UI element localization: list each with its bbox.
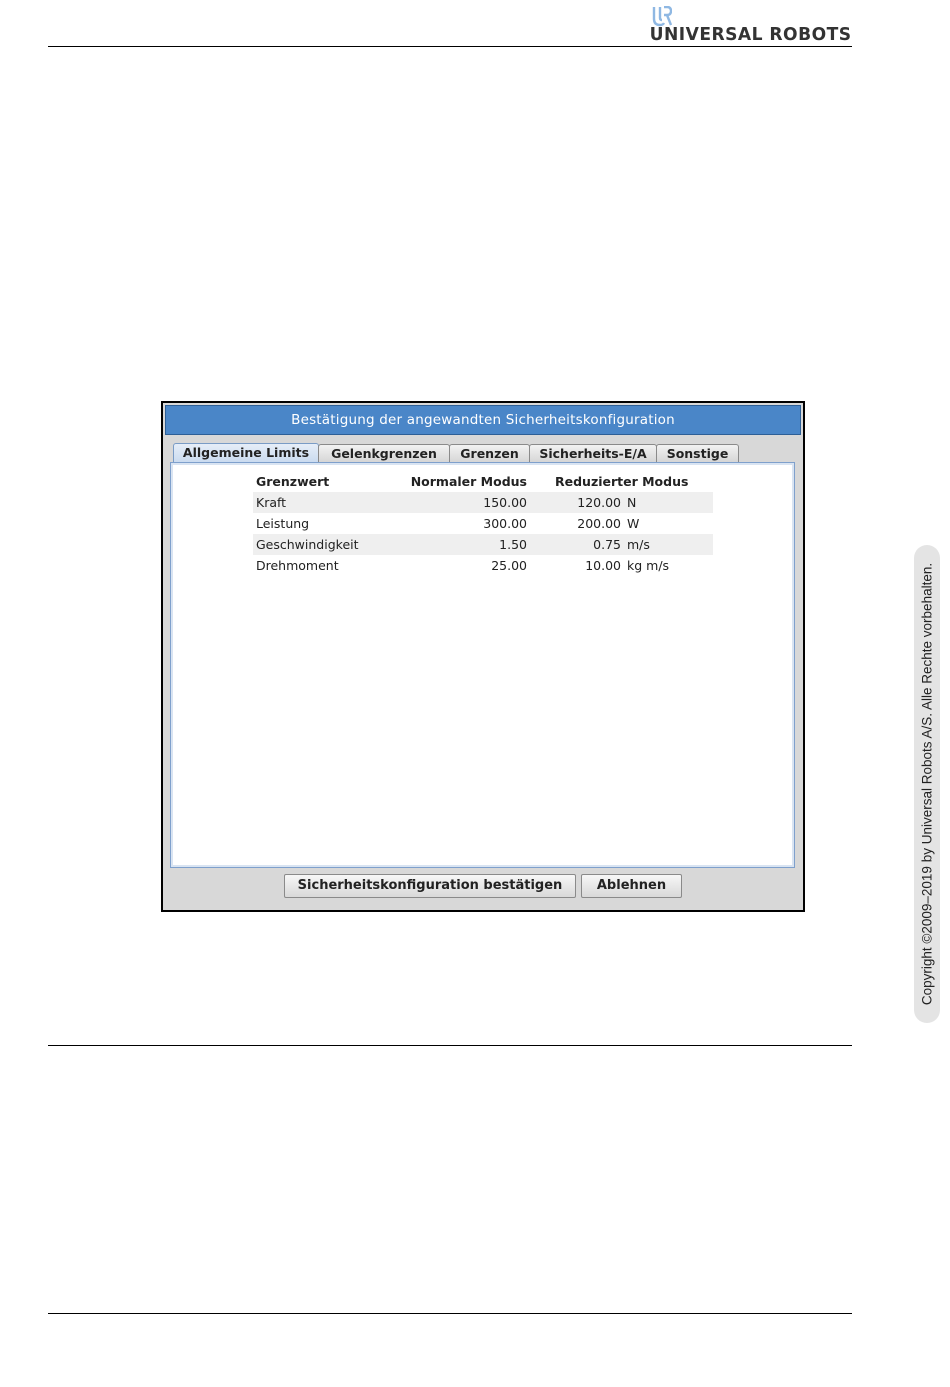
unit: m/s (621, 534, 713, 555)
normal-value: 1.50 (381, 534, 527, 555)
general-limits-panel (170, 462, 795, 868)
tab-boundaries[interactable]: Grenzen (449, 444, 530, 462)
table-row (253, 513, 713, 534)
copyright-sidebar (914, 545, 940, 1023)
table-row (253, 534, 713, 555)
header-normal-mode: Normaler Modus (410, 474, 527, 489)
normal-value: 300.00 (483, 516, 527, 531)
tab-general-limits[interactable]: Allgemeine Limits (173, 443, 319, 463)
footer-divider (48, 1045, 852, 1046)
table-header-row (253, 471, 713, 492)
unit: kg m/s (627, 558, 670, 573)
normal-value: 25.00 (491, 558, 527, 573)
safety-confirmation-dialog (161, 401, 805, 912)
tab-safety-io[interactable]: Sicherheits-E/A (529, 444, 657, 462)
limit-name: Kraft (253, 492, 381, 513)
table-row (253, 555, 713, 576)
reduced-value: 10.00 (585, 558, 621, 573)
copyright-text: Copyright ©2009–2019 by Universal Robots A/S. Alle Rechte vorbehalten. (919, 562, 935, 1006)
reduced-value: 200.00 (577, 516, 621, 531)
reduced-value: 0.75 (527, 534, 621, 555)
header-limit: Grenzwert (256, 474, 330, 489)
limits-table (253, 471, 713, 576)
limit-name: Leistung (256, 516, 310, 531)
reject-button[interactable]: Ablehnen (581, 874, 682, 898)
reduced-value: 120.00 (527, 492, 621, 513)
limit-name: Drehmoment (256, 558, 339, 573)
table-row (253, 492, 713, 513)
brand-name: UNIVERSAL ROBOTS (650, 24, 852, 45)
limit-name: Geschwindigkeit (253, 534, 381, 555)
header-divider (48, 46, 852, 47)
header-reduced-mode: Reduzierter Modus (555, 474, 689, 489)
brand-logo (632, 6, 852, 45)
tab-joint-limits[interactable]: Gelenkgrenzen (318, 444, 450, 462)
tab-misc[interactable]: Sonstige (656, 444, 739, 462)
unit: N (621, 492, 713, 513)
unit: W (627, 516, 640, 531)
normal-value: 150.00 (381, 492, 527, 513)
confirm-safety-config-button[interactable]: Sicherheitskonfiguration bestätigen (284, 874, 576, 898)
page-bottom-divider (48, 1313, 852, 1314)
dialog-title: Bestätigung der angewandten Sicherheitskonfiguration (165, 405, 801, 435)
